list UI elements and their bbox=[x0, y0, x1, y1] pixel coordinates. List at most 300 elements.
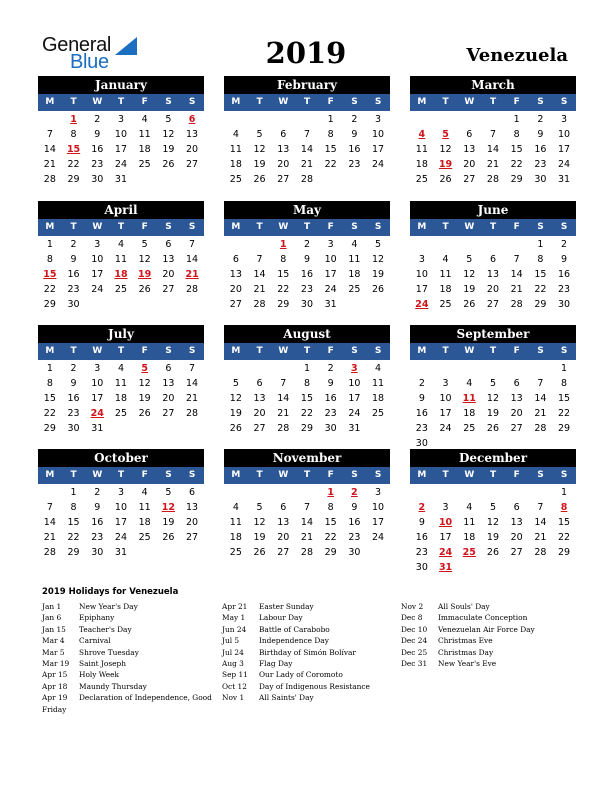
day-cell: 21 bbox=[253, 284, 266, 295]
weekday-label: T bbox=[256, 222, 263, 232]
day-cell: 9 bbox=[94, 129, 101, 140]
empty-day-cell bbox=[410, 361, 434, 376]
day-cell: 23 bbox=[67, 284, 80, 295]
day-grid bbox=[224, 111, 390, 187]
day-cell: 20 bbox=[463, 159, 476, 170]
holiday-day-cell: 15 bbox=[66, 144, 81, 155]
day-cell: 11 bbox=[348, 254, 361, 265]
day-grid bbox=[410, 360, 576, 451]
day-cell: 16 bbox=[534, 144, 547, 155]
weekday-label: W bbox=[278, 346, 289, 356]
holiday-date: Jan 15 bbox=[42, 624, 66, 634]
day-cell: 14 bbox=[43, 144, 56, 155]
empty-day-cell bbox=[248, 485, 272, 500]
day-cell: 31 bbox=[348, 423, 361, 434]
holiday-date: Aug 3 bbox=[222, 659, 244, 669]
day-cell: 26 bbox=[372, 284, 385, 295]
day-cell: 13 bbox=[186, 502, 199, 513]
empty-day-cell bbox=[295, 485, 319, 500]
day-cell: 22 bbox=[300, 408, 313, 419]
holiday-day-cell: 6 bbox=[188, 114, 196, 125]
month-november bbox=[224, 449, 390, 560]
weekday-label: T bbox=[489, 97, 497, 107]
holiday-day-cell: 21 bbox=[185, 269, 199, 280]
holiday-item bbox=[222, 612, 397, 623]
day-cell: 25 bbox=[439, 299, 452, 310]
day-cell: 12 bbox=[486, 393, 499, 404]
weekday-label: W bbox=[92, 97, 103, 107]
day-cell: 4 bbox=[141, 487, 148, 498]
day-cell: 5 bbox=[165, 487, 172, 498]
day-cell: 17 bbox=[114, 144, 127, 155]
day-cell: 9 bbox=[351, 502, 358, 513]
weekday-label: S bbox=[165, 222, 172, 232]
day-cell: 3 bbox=[375, 114, 382, 125]
day-cell: 27 bbox=[510, 547, 523, 558]
day-cell: 2 bbox=[94, 487, 101, 498]
holiday-name: Holy Week bbox=[79, 670, 120, 680]
day-cell: 30 bbox=[415, 438, 428, 449]
day-cell: 21 bbox=[300, 532, 313, 543]
day-cell: 25 bbox=[229, 547, 242, 558]
day-cell: 5 bbox=[375, 239, 382, 250]
day-cell: 16 bbox=[67, 269, 80, 280]
month-name: April bbox=[38, 201, 204, 219]
day-cell: 12 bbox=[463, 269, 476, 280]
holiday-day-cell: 31 bbox=[438, 562, 453, 573]
day-cell: 9 bbox=[561, 254, 568, 265]
day-cell: 26 bbox=[463, 299, 476, 310]
day-cell: 13 bbox=[510, 517, 523, 528]
day-cell: 24 bbox=[114, 532, 127, 543]
holiday-name: Venezuelan Air Force Day bbox=[438, 624, 535, 634]
day-cell: 15 bbox=[558, 517, 571, 528]
weekday-label: T bbox=[303, 222, 311, 232]
day-cell: 16 bbox=[324, 393, 337, 404]
day-cell: 3 bbox=[418, 254, 425, 265]
day-cell: 1 bbox=[327, 114, 334, 125]
day-cell: 16 bbox=[348, 144, 361, 155]
day-cell: 23 bbox=[558, 284, 571, 295]
holiday-day-cell: 15 bbox=[43, 269, 57, 280]
day-grid bbox=[410, 111, 576, 187]
day-cell: 4 bbox=[117, 363, 124, 374]
day-cell: 22 bbox=[43, 408, 56, 419]
weekday-label: S bbox=[188, 346, 196, 356]
day-cell: 7 bbox=[46, 502, 53, 513]
holiday-date: May 1 bbox=[222, 613, 246, 623]
holiday-name: Our Lady of Coromoto bbox=[259, 670, 343, 680]
holiday-date: Sep 11 bbox=[222, 670, 248, 680]
day-cell: 22 bbox=[510, 159, 523, 170]
month-december bbox=[410, 449, 576, 575]
day-cell: 13 bbox=[277, 517, 290, 528]
empty-day-cell bbox=[457, 485, 481, 500]
holiday-item bbox=[401, 624, 576, 635]
day-cell: 19 bbox=[253, 532, 266, 543]
day-cell: 5 bbox=[489, 378, 496, 389]
day-cell: 20 bbox=[186, 517, 199, 528]
empty-day-cell bbox=[271, 112, 295, 127]
day-grid bbox=[410, 236, 576, 312]
day-cell: 18 bbox=[138, 517, 151, 528]
weekday-label: M bbox=[45, 222, 55, 232]
day-cell: 24 bbox=[114, 159, 127, 170]
day-cell: 1 bbox=[46, 363, 53, 374]
day-cell: 26 bbox=[253, 547, 266, 558]
day-cell: 5 bbox=[256, 502, 263, 513]
day-cell: 10 bbox=[348, 378, 361, 389]
holiday-day-cell: 24 bbox=[415, 299, 429, 310]
month-july bbox=[38, 325, 204, 436]
weekday-header bbox=[38, 467, 204, 484]
empty-day-cell bbox=[410, 237, 434, 252]
day-cell: 6 bbox=[165, 363, 172, 374]
day-grid bbox=[410, 484, 576, 575]
day-cell: 31 bbox=[558, 174, 571, 185]
month-name: December bbox=[410, 449, 576, 467]
day-cell: 22 bbox=[43, 284, 56, 295]
holiday-item bbox=[401, 601, 576, 612]
day-cell: 25 bbox=[348, 284, 361, 295]
day-cell: 26 bbox=[162, 532, 175, 543]
day-cell: 20 bbox=[510, 408, 523, 419]
holiday-column bbox=[42, 601, 212, 715]
day-cell: 14 bbox=[186, 254, 199, 265]
day-cell: 30 bbox=[348, 547, 361, 558]
day-cell: 3 bbox=[94, 363, 101, 374]
weekday-label: F bbox=[141, 222, 148, 232]
logo-triangle-icon bbox=[115, 37, 137, 55]
day-cell: 11 bbox=[138, 129, 151, 140]
day-cell: 28 bbox=[534, 547, 547, 558]
day-cell: 8 bbox=[46, 254, 53, 265]
holiday-item bbox=[401, 635, 576, 646]
empty-day-cell bbox=[505, 237, 529, 252]
day-cell: 12 bbox=[253, 144, 266, 155]
month-name: November bbox=[224, 449, 390, 467]
holiday-date: Mar 5 bbox=[42, 647, 65, 657]
day-cell: 21 bbox=[43, 532, 56, 543]
day-cell: 5 bbox=[165, 114, 172, 125]
day-cell: 25 bbox=[114, 284, 127, 295]
holiday-day-cell: 4 bbox=[418, 129, 426, 140]
day-cell: 12 bbox=[486, 517, 499, 528]
day-cell: 2 bbox=[561, 239, 568, 250]
day-cell: 10 bbox=[372, 502, 385, 513]
holiday-item bbox=[222, 635, 397, 646]
day-cell: 26 bbox=[229, 423, 242, 434]
day-cell: 6 bbox=[466, 129, 473, 140]
weekday-label: S bbox=[374, 97, 382, 107]
day-cell: 8 bbox=[327, 129, 334, 140]
weekday-label: M bbox=[231, 222, 241, 232]
empty-day-cell bbox=[38, 112, 62, 127]
holiday-date: Jan 1 bbox=[42, 602, 62, 611]
day-cell: 22 bbox=[324, 159, 337, 170]
weekday-label: S bbox=[188, 222, 196, 232]
day-cell: 22 bbox=[67, 159, 80, 170]
day-cell: 13 bbox=[229, 269, 242, 280]
weekday-label: T bbox=[303, 346, 311, 356]
weekday-label: T bbox=[303, 97, 311, 107]
day-cell: 10 bbox=[439, 393, 452, 404]
day-cell: 17 bbox=[372, 517, 385, 528]
day-cell: 12 bbox=[253, 517, 266, 528]
empty-day-cell bbox=[529, 485, 553, 500]
empty-day-cell bbox=[505, 361, 529, 376]
day-cell: 20 bbox=[510, 532, 523, 543]
day-cell: 7 bbox=[303, 129, 310, 140]
weekday-label: F bbox=[513, 346, 520, 356]
day-cell: 9 bbox=[537, 129, 544, 140]
month-name: March bbox=[410, 76, 576, 94]
holiday-day-cell: 1 bbox=[279, 239, 287, 250]
day-cell: 14 bbox=[300, 144, 313, 155]
weekday-label: S bbox=[560, 470, 568, 480]
day-cell: 3 bbox=[561, 114, 568, 125]
day-cell: 24 bbox=[348, 408, 361, 419]
day-cell: 25 bbox=[114, 408, 127, 419]
month-name: February bbox=[224, 76, 390, 94]
day-cell: 24 bbox=[439, 423, 452, 434]
weekday-label: S bbox=[537, 470, 544, 480]
weekday-label: T bbox=[442, 346, 449, 356]
holiday-date: Mar 4 bbox=[42, 636, 65, 646]
weekday-label: F bbox=[327, 346, 334, 356]
holiday-item bbox=[42, 658, 212, 669]
holiday-item bbox=[42, 669, 212, 680]
empty-day-cell bbox=[481, 361, 505, 376]
day-cell: 10 bbox=[372, 129, 385, 140]
day-cell: 22 bbox=[534, 284, 547, 295]
holiday-name: Christmas Eve bbox=[438, 636, 493, 646]
day-cell: 16 bbox=[415, 408, 428, 419]
day-cell: 18 bbox=[372, 393, 385, 404]
weekday-label: T bbox=[117, 97, 125, 107]
day-cell: 10 bbox=[558, 129, 571, 140]
day-cell: 17 bbox=[91, 393, 104, 404]
day-grid bbox=[38, 236, 204, 312]
day-cell: 18 bbox=[229, 532, 242, 543]
day-cell: 19 bbox=[463, 284, 476, 295]
day-cell: 27 bbox=[463, 174, 476, 185]
empty-day-cell bbox=[457, 361, 481, 376]
day-cell: 19 bbox=[229, 408, 242, 419]
day-cell: 15 bbox=[510, 144, 523, 155]
day-cell: 8 bbox=[537, 254, 544, 265]
day-cell: 4 bbox=[232, 502, 239, 513]
weekday-label: F bbox=[513, 222, 520, 232]
day-cell: 18 bbox=[229, 159, 242, 170]
day-cell: 27 bbox=[277, 547, 290, 558]
day-cell: 23 bbox=[348, 532, 361, 543]
holiday-item bbox=[401, 647, 576, 658]
day-cell: 2 bbox=[418, 378, 425, 389]
day-grid bbox=[224, 360, 390, 436]
holiday-item bbox=[222, 647, 397, 658]
day-cell: 1 bbox=[561, 363, 568, 374]
empty-day-cell bbox=[271, 361, 295, 376]
weekday-header bbox=[38, 94, 204, 111]
day-cell: 29 bbox=[558, 423, 571, 434]
weekday-label: W bbox=[92, 222, 103, 232]
holiday-date: Apr 19 bbox=[42, 693, 68, 703]
empty-day-cell bbox=[434, 361, 458, 376]
day-cell: 28 bbox=[43, 174, 56, 185]
weekday-label: T bbox=[70, 346, 77, 356]
day-cell: 19 bbox=[253, 159, 266, 170]
holiday-item bbox=[401, 658, 576, 669]
weekday-header bbox=[410, 94, 576, 111]
weekday-label: T bbox=[70, 222, 77, 232]
day-cell: 14 bbox=[300, 517, 313, 528]
month-october bbox=[38, 449, 204, 560]
empty-day-cell bbox=[481, 237, 505, 252]
holiday-name: Immaculate Conception bbox=[438, 613, 528, 623]
day-cell: 26 bbox=[486, 423, 499, 434]
day-cell: 26 bbox=[138, 284, 151, 295]
day-cell: 2 bbox=[70, 363, 77, 374]
day-cell: 11 bbox=[372, 378, 385, 389]
logo-blue-text: Blue bbox=[70, 51, 109, 73]
day-cell: 9 bbox=[94, 502, 101, 513]
day-cell: 18 bbox=[439, 284, 452, 295]
day-cell: 31 bbox=[114, 174, 127, 185]
holiday-date: Apr 15 bbox=[42, 670, 68, 680]
day-cell: 20 bbox=[162, 269, 175, 280]
day-cell: 21 bbox=[486, 159, 499, 170]
holiday-name: Independence Day bbox=[259, 636, 329, 646]
day-cell: 28 bbox=[186, 284, 199, 295]
weekday-label: S bbox=[351, 470, 358, 480]
day-grid bbox=[38, 484, 204, 560]
holiday-item bbox=[222, 681, 397, 692]
weekday-label: F bbox=[141, 470, 148, 480]
weekday-label: T bbox=[70, 470, 77, 480]
day-cell: 14 bbox=[186, 378, 199, 389]
day-cell: 6 bbox=[489, 254, 496, 265]
day-cell: 4 bbox=[375, 363, 382, 374]
day-cell: 6 bbox=[513, 378, 520, 389]
day-cell: 24 bbox=[91, 284, 104, 295]
weekday-label: S bbox=[374, 346, 382, 356]
day-cell: 19 bbox=[486, 408, 499, 419]
day-cell: 14 bbox=[277, 393, 290, 404]
holiday-day-cell: 1 bbox=[70, 114, 77, 125]
day-cell: 22 bbox=[558, 532, 571, 543]
holiday-name: All Saints' Day bbox=[259, 693, 314, 703]
day-cell: 16 bbox=[558, 269, 571, 280]
day-cell: 22 bbox=[558, 408, 571, 419]
day-cell: 27 bbox=[277, 174, 290, 185]
empty-day-cell bbox=[224, 237, 248, 252]
day-cell: 11 bbox=[114, 378, 127, 389]
holiday-day-cell: 11 bbox=[462, 393, 476, 404]
day-cell: 26 bbox=[439, 174, 452, 185]
weekday-label: S bbox=[537, 222, 544, 232]
month-march bbox=[410, 76, 576, 187]
weekday-label: M bbox=[417, 346, 427, 356]
day-cell: 7 bbox=[256, 254, 263, 265]
month-name: January bbox=[38, 76, 204, 94]
day-cell: 12 bbox=[439, 144, 452, 155]
weekday-label: M bbox=[45, 97, 55, 107]
day-cell: 28 bbox=[300, 547, 313, 558]
weekday-label: M bbox=[417, 470, 427, 480]
day-cell: 7 bbox=[189, 363, 196, 374]
empty-day-cell bbox=[434, 485, 458, 500]
day-cell: 29 bbox=[67, 174, 80, 185]
holidays-title: 2019 Holidays for Venezuela bbox=[42, 587, 179, 597]
holiday-item bbox=[222, 601, 397, 612]
day-cell: 4 bbox=[141, 114, 148, 125]
day-cell: 25 bbox=[138, 532, 151, 543]
day-cell: 17 bbox=[114, 517, 127, 528]
holiday-date: Dec 25 bbox=[401, 647, 428, 657]
day-cell: 2 bbox=[537, 114, 544, 125]
day-cell: 20 bbox=[277, 159, 290, 170]
day-cell: 9 bbox=[418, 517, 425, 528]
weekday-label: T bbox=[70, 97, 77, 107]
day-cell: 3 bbox=[442, 502, 449, 513]
day-cell: 12 bbox=[229, 393, 242, 404]
holiday-date: Nov 2 bbox=[401, 602, 424, 611]
day-cell: 27 bbox=[486, 299, 499, 310]
day-cell: 19 bbox=[486, 532, 499, 543]
day-cell: 14 bbox=[534, 517, 547, 528]
holiday-date: Apr 18 bbox=[42, 681, 68, 691]
day-cell: 5 bbox=[141, 239, 148, 250]
holiday-day-cell: 2 bbox=[351, 487, 358, 498]
day-cell: 7 bbox=[280, 378, 287, 389]
weekday-label: M bbox=[231, 470, 241, 480]
day-cell: 14 bbox=[486, 144, 499, 155]
day-cell: 13 bbox=[277, 144, 290, 155]
day-cell: 10 bbox=[91, 254, 104, 265]
holiday-date: Jul 24 bbox=[222, 647, 244, 657]
day-cell: 15 bbox=[67, 517, 80, 528]
weekday-label: T bbox=[489, 222, 497, 232]
logo-general-text: General bbox=[42, 34, 112, 56]
weekday-label: T bbox=[489, 346, 497, 356]
day-cell: 12 bbox=[162, 129, 175, 140]
day-cell: 30 bbox=[91, 547, 104, 558]
weekday-label: F bbox=[513, 470, 520, 480]
holiday-item bbox=[222, 624, 397, 635]
day-cell: 10 bbox=[114, 129, 127, 140]
day-cell: 9 bbox=[327, 378, 334, 389]
day-cell: 21 bbox=[534, 532, 547, 543]
day-cell: 17 bbox=[558, 144, 571, 155]
day-cell: 2 bbox=[303, 239, 310, 250]
month-september bbox=[410, 325, 576, 451]
day-cell: 4 bbox=[117, 239, 124, 250]
day-cell: 30 bbox=[91, 174, 104, 185]
day-cell: 12 bbox=[372, 254, 385, 265]
day-cell: 23 bbox=[91, 159, 104, 170]
day-cell: 27 bbox=[162, 284, 175, 295]
day-cell: 25 bbox=[229, 174, 242, 185]
day-cell: 17 bbox=[348, 393, 361, 404]
day-cell: 16 bbox=[348, 517, 361, 528]
day-cell: 8 bbox=[70, 129, 77, 140]
holiday-name: Birthday of Simón Bolívar bbox=[259, 647, 356, 657]
weekday-label: M bbox=[417, 97, 427, 107]
month-june bbox=[410, 201, 576, 312]
month-april bbox=[38, 201, 204, 312]
day-cell: 13 bbox=[253, 393, 266, 404]
